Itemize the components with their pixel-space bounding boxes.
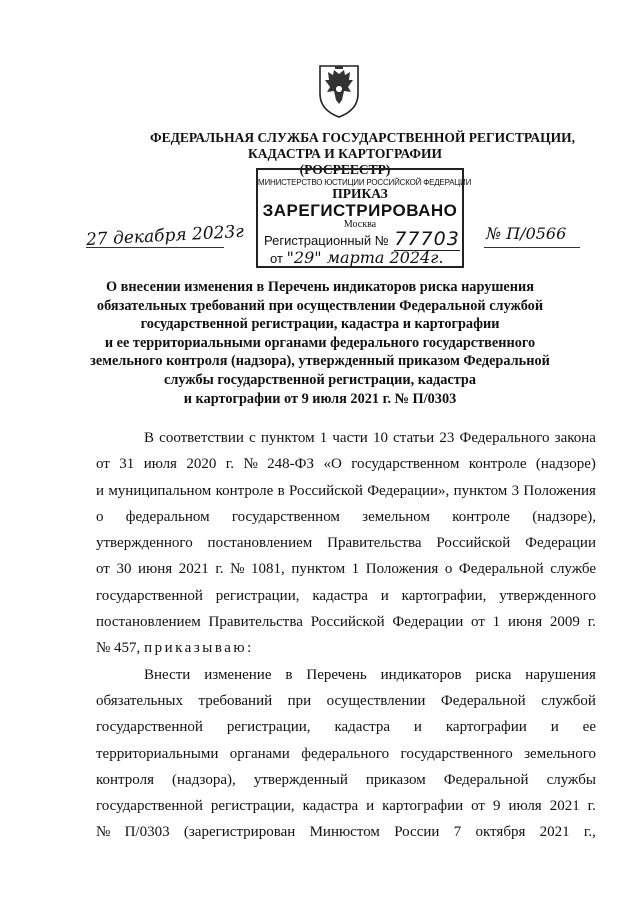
order-number-underline [484, 247, 580, 248]
word: июля [143, 456, 177, 473]
order-word: приказываю: [144, 640, 254, 657]
word: о [96, 508, 104, 525]
word: 2009 [549, 614, 580, 631]
word: Федеральной [458, 561, 544, 578]
title-line: обязательных требований при осуществлении Федеральной службой [96, 297, 544, 314]
word: государственной [96, 719, 203, 736]
word: 23 [439, 430, 455, 446]
word: № [243, 456, 258, 473]
word: приказом [365, 771, 426, 788]
word: службы [546, 771, 596, 788]
word: в [277, 482, 285, 499]
text-line [96, 767, 596, 793]
text-line [96, 504, 596, 530]
word: государственной [96, 587, 203, 604]
word: 2021 [549, 798, 580, 815]
word: и [96, 482, 105, 499]
word: органами [229, 745, 290, 762]
word: Федерации [392, 614, 464, 631]
word: Положения [365, 561, 439, 578]
word: П/0303 [124, 824, 170, 841]
paragraph-preamble [96, 425, 596, 635]
word: статьи [393, 430, 435, 446]
title-line: службы государственной регистрации, кадастра [163, 371, 476, 388]
word: 248-ФЗ [267, 456, 315, 473]
word: федерального [301, 745, 390, 762]
word: о [444, 561, 453, 578]
word: 9 [492, 798, 501, 815]
word: и [380, 587, 389, 604]
word: 30 [116, 561, 132, 578]
coat-of-arms-icon [314, 60, 364, 120]
stamp-registration-line [264, 228, 460, 250]
word: регистрации, [215, 587, 300, 604]
word: Российской [436, 535, 511, 552]
word: 2021 [539, 824, 570, 841]
word: муниципальном [108, 482, 212, 499]
text-line [96, 583, 596, 609]
word: Российской [288, 482, 363, 499]
word: июля [508, 798, 542, 815]
title-line: О внесении изменения в Перечень индикаторов риска нарушения [105, 279, 534, 295]
word: пунктом [291, 561, 346, 578]
word: закона [554, 430, 596, 446]
stamp-reg-number: 77703 [394, 228, 460, 250]
word: обязательных [96, 692, 183, 709]
text-line [96, 662, 596, 688]
word: регистрации, [210, 798, 295, 815]
stamp-registered: ЗАРЕГИСТРИРОВАНО [262, 201, 458, 220]
stamp-date-line [270, 248, 443, 267]
word: пунктом [260, 430, 315, 446]
word: от [471, 798, 485, 815]
word: (зарегистрирован [183, 824, 296, 841]
stamp-reg-date: "29" марта 2024г. [286, 248, 444, 267]
text-line [96, 451, 596, 477]
word: Правительства [327, 535, 422, 552]
word: части [332, 430, 368, 446]
stamp-date-label: от [270, 251, 283, 266]
stamp-prikaz: ПРИКАЗ [332, 186, 388, 201]
word: от [96, 561, 110, 578]
text-line [96, 741, 596, 767]
text-line [96, 556, 596, 582]
word: кадастра [312, 587, 368, 604]
word: 2021 [178, 561, 209, 578]
word: г. [587, 614, 596, 631]
word: с [249, 430, 256, 446]
word: 31 [119, 456, 135, 473]
word: (надзоре), [532, 508, 596, 525]
word: кадастра [302, 798, 359, 815]
word: и [366, 798, 375, 815]
word: осуществлении [326, 692, 426, 709]
text-line [96, 819, 596, 845]
word: от [96, 456, 110, 473]
agency-line-1: ФЕДЕРАЛЬНАЯ СЛУЖБА ГОСУДАРСТВЕННОЙ РЕГИСТРАЦИИ, [150, 130, 575, 145]
word: (надзора), [172, 771, 236, 788]
text-line [96, 425, 596, 451]
word: регистрации, [226, 719, 311, 736]
word: при [287, 692, 312, 709]
order-date-underline [86, 247, 224, 248]
word: Российской [310, 614, 385, 631]
word: 1 [492, 614, 501, 631]
word: «О [323, 456, 342, 473]
word: риска [475, 666, 512, 683]
word: Внести [144, 666, 191, 683]
word: г. [225, 456, 235, 473]
word: Правительства [208, 614, 303, 631]
word: государственной [96, 798, 203, 815]
preamble-last-prefix: № 457, [96, 640, 141, 657]
word: В [144, 430, 155, 446]
word: Федеральной [440, 692, 526, 709]
word: кадастра [334, 719, 391, 736]
word: службе [550, 561, 596, 578]
word: пунктом [453, 482, 508, 499]
word: 1 [351, 561, 360, 578]
word: контроля [96, 771, 154, 788]
text-line [96, 478, 596, 504]
word: картографии [445, 719, 527, 736]
word: октября [475, 824, 526, 841]
word: 1081, [251, 561, 285, 578]
document-body [96, 425, 596, 846]
word: № [230, 561, 245, 578]
word: Перечень [306, 666, 367, 683]
text-line [96, 530, 596, 556]
word: картографии [382, 798, 464, 815]
word: требований [198, 692, 273, 709]
title-line: государственной регистрации, кадастра и картографии [140, 316, 500, 333]
stamp-city: Москва [343, 219, 377, 230]
word: службой [541, 692, 596, 709]
word: контроле [468, 456, 527, 473]
text-line [96, 609, 596, 635]
word: и [413, 719, 422, 736]
word: от [471, 614, 485, 631]
word: 1 [319, 430, 328, 446]
word: г., [583, 824, 596, 841]
word: и [550, 719, 559, 736]
word: территориальными [96, 745, 219, 762]
word: Федерального [459, 430, 550, 446]
text-line [96, 793, 596, 819]
word: России [394, 824, 440, 841]
word: контроле [452, 508, 510, 525]
word: № [96, 824, 111, 841]
agency-line-2: КАДАСТРА И КАРТОГРАФИИ [247, 146, 443, 161]
word: контроле [215, 482, 274, 499]
word: картографии, [401, 587, 487, 604]
word: (надзоре) [535, 456, 596, 473]
word: земельного [524, 745, 596, 762]
word: 7 [453, 824, 462, 841]
word: Федерации [525, 535, 596, 552]
word: индикаторов [380, 666, 462, 683]
registration-stamp [256, 168, 472, 268]
word: г. [215, 561, 224, 578]
word: ее [582, 719, 596, 736]
title-line: и ее территориальными органами федерального государственного [104, 334, 536, 351]
word: государственного [400, 745, 513, 762]
word: соответствии [159, 430, 244, 446]
word: июня [138, 561, 173, 578]
agency-line-3: (РОСРЕЕСТР) [299, 162, 391, 177]
word: Федеральной [443, 771, 529, 788]
word: Федерации», [367, 482, 450, 499]
word: 3 [511, 482, 520, 499]
word: государственном [351, 456, 460, 473]
word: утвержденный [253, 771, 348, 788]
word: утвержденного [96, 535, 193, 552]
word: государственном [231, 508, 340, 525]
word: июня [507, 614, 543, 631]
word: нарушения [525, 666, 596, 683]
stamp-reg-label: Регистрационный № [264, 233, 389, 248]
word: г. [587, 798, 596, 815]
paragraph-preamble-last-line [96, 635, 596, 661]
document-title [60, 278, 580, 408]
word: изменение [204, 666, 272, 683]
word: Положения [523, 482, 596, 499]
word: в [285, 666, 293, 683]
word: постановлением [96, 614, 201, 631]
title-line: земельного контроля (надзора), утвержденный приказом Федеральной [90, 353, 550, 370]
word: 2020 [186, 456, 217, 473]
order-number: № П/0566 [486, 224, 567, 243]
word: 10 [372, 430, 388, 446]
paragraph-decision [96, 662, 596, 846]
word: федеральном [125, 508, 210, 525]
word: постановлением [207, 535, 313, 552]
text-line [96, 714, 596, 740]
word: утвержденного [499, 587, 596, 604]
word: земельном [362, 508, 430, 525]
word: Минюстом [309, 824, 380, 841]
order-date: 27 декабря 2023г [85, 221, 245, 251]
text-line [96, 688, 596, 714]
title-line: и картографии от 9 июля 2021 г. № П/0303 [183, 390, 457, 407]
stamp-ministry: МИНИСТЕРСТВО ЮСТИЦИИ РОССИЙСКОЙ ФЕДЕРАЦИИ [258, 178, 472, 187]
